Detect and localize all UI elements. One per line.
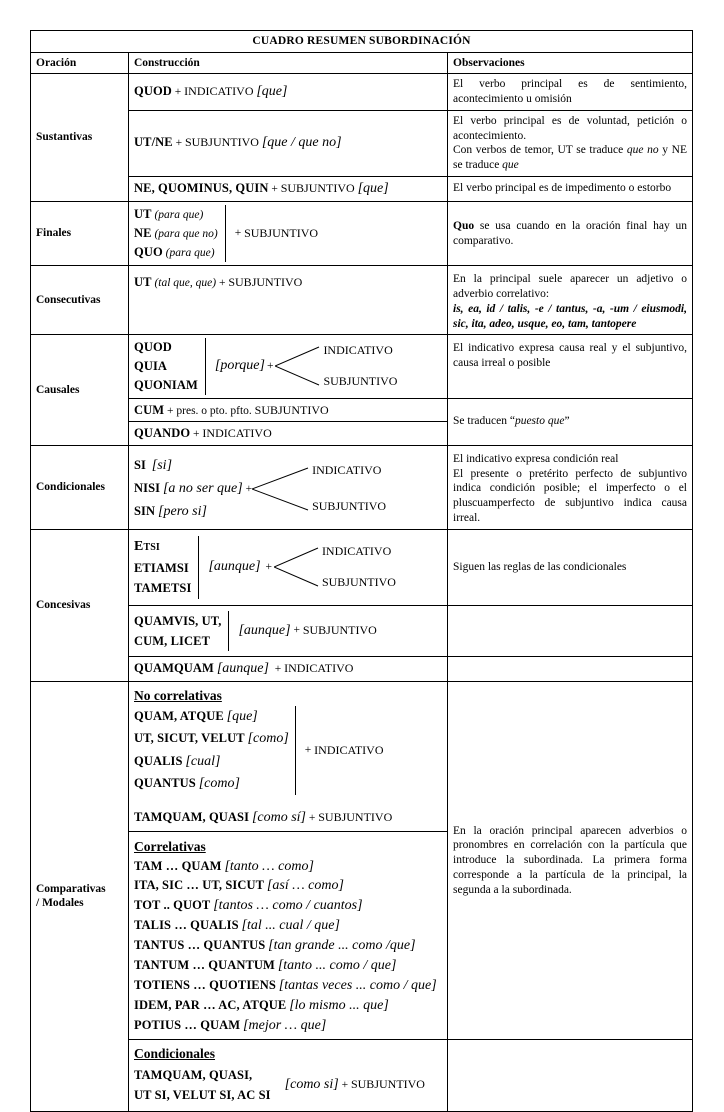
construction-sustantivas-1 xyxy=(129,74,448,110)
mood-group xyxy=(226,226,318,241)
particle: QUAM, ATQUE xyxy=(134,708,224,723)
table-row-sustantivas-2 xyxy=(31,110,693,176)
particle: ETIAMSI xyxy=(134,561,189,576)
gloss: [tanto … como] xyxy=(224,858,314,874)
mood: INDICATIVO xyxy=(184,84,254,99)
mood-group xyxy=(296,743,384,758)
particle: SIN xyxy=(134,504,156,519)
construction-causales-3 xyxy=(129,422,448,446)
category-consecutivas: Consecutivas xyxy=(31,266,129,335)
particle: TAMETSI xyxy=(134,581,192,596)
gloss: [aunque] xyxy=(238,622,291,638)
obs-line: El indicativo expresa condición real xyxy=(453,452,619,465)
table-row-comparativas-3 xyxy=(31,1040,693,1112)
gloss: [como sí] xyxy=(251,810,306,826)
observation-concesivas-1: Siguen las reglas de las condicionales xyxy=(448,529,693,605)
particle: UT, SICUT, VELUT xyxy=(134,731,245,746)
mood-labels xyxy=(320,544,396,590)
particle-list xyxy=(134,536,199,599)
plus-sign: + xyxy=(175,137,183,150)
list-item xyxy=(134,996,442,1016)
gloss: [aunque] xyxy=(216,660,269,676)
table-row-causales-1 xyxy=(31,335,693,398)
particle-list xyxy=(134,205,226,263)
gloss: [lo mismo ... que] xyxy=(289,997,389,1013)
construction-sustantivas-2 xyxy=(129,110,448,176)
mood: SUBJUNTIVO xyxy=(244,225,319,240)
mood: SUBJUNTIVO xyxy=(184,135,259,150)
category-sustantivas: Sustantivas xyxy=(31,74,129,201)
gloss: [así … como] xyxy=(266,878,344,894)
construction-causales-2 xyxy=(129,398,448,422)
particle: TALIS … QUALIS xyxy=(134,918,239,933)
gloss: [como si] xyxy=(284,1076,339,1092)
observation-finales xyxy=(448,201,693,266)
obs-italic: que xyxy=(502,159,519,172)
plus-sign: + xyxy=(274,662,282,675)
obs-line: El presente o pretérito perfecto de subjuntivo indica condición posible; el imperfecto o el pluscuamperfecto de subjuntivo indica causa irreal. xyxy=(453,467,688,524)
branch-lines-icon xyxy=(275,343,321,389)
mood-indicativo: INDICATIVO xyxy=(321,544,392,559)
gloss: [mejor … que] xyxy=(243,1017,327,1033)
plus-sign: + xyxy=(271,182,278,195)
plus-sign: + xyxy=(174,86,182,99)
list-item xyxy=(134,857,442,877)
mood-subjuntivo: SUBJUNTIVO xyxy=(323,374,398,389)
gloss: (para que) xyxy=(154,208,204,221)
particle: QUALIS xyxy=(134,753,183,768)
construction-consecutivas xyxy=(129,266,448,335)
mood-group xyxy=(229,622,376,640)
mood-branch xyxy=(206,343,398,389)
particle: QUOD xyxy=(134,84,172,99)
subheading-condicionales: Condicionales xyxy=(134,1046,216,1062)
construction-condicionales xyxy=(129,445,448,529)
gloss: (para que no) xyxy=(154,227,218,240)
mood: INDICATIVO xyxy=(314,743,384,757)
gloss: [tal ... cual / que] xyxy=(241,918,340,934)
category-concesivas: Concesivas xyxy=(31,529,129,681)
mood: SUBJUNTIVO xyxy=(318,810,393,825)
table-row-finales xyxy=(31,201,693,266)
plus-sign: + xyxy=(341,1078,349,1091)
mood: INDICATIVO xyxy=(202,426,272,441)
list-item xyxy=(134,936,442,956)
gloss: [que] xyxy=(357,180,389,196)
particle-line xyxy=(134,243,218,262)
obs-line-italic: is, ea, id / talis, -e / tantus, -a, -um / eiusmodi, sic, ita, adeo, usque, eo, tam, tantopere xyxy=(453,302,688,330)
subordination-summary-table xyxy=(30,30,693,1112)
plus-sign: + xyxy=(304,744,312,757)
observation-causales-1: El indicativo expresa causa real y el subjuntivo, causa irreal o posible xyxy=(448,335,693,398)
particle: QUAMVIS, UT, xyxy=(134,613,222,628)
obs-bold: Quo xyxy=(453,219,475,232)
construction-finales xyxy=(129,201,448,266)
category-causales: Causales xyxy=(31,335,129,446)
observation-comparativas-condicionales xyxy=(448,1040,693,1112)
gloss: [pero si] xyxy=(158,504,207,520)
mood: SUBJUNTIVO xyxy=(302,623,377,638)
particle: IDEM, PAR … AC, ATQUE xyxy=(134,997,287,1012)
plus-sign: + xyxy=(245,483,253,496)
table-row-comparativas-1 xyxy=(31,681,693,832)
obs-italic: que no xyxy=(626,144,659,157)
gloss: [tanto ... como / que] xyxy=(277,957,397,973)
header-observaciones: Observaciones xyxy=(448,52,693,74)
particle: TOT .. QUOT xyxy=(134,898,211,913)
particle: QUANDO xyxy=(134,426,191,441)
list-item xyxy=(134,916,442,936)
mood: INDICATIVO xyxy=(284,660,354,675)
obs-line xyxy=(453,143,687,172)
table-row-sustantivas-3 xyxy=(31,176,693,201)
particle-list xyxy=(134,454,252,523)
mood-labels xyxy=(321,343,397,389)
table-row-condicionales xyxy=(31,445,693,529)
gloss: [como] xyxy=(198,776,240,792)
particle: TOTIENS … QUOTIENS xyxy=(134,977,276,992)
plus-sign: + xyxy=(234,227,242,240)
text: + pres. o pto. pfto. xyxy=(167,404,252,417)
gloss: [a no ser que] xyxy=(162,481,243,497)
particle-line xyxy=(134,205,218,224)
gloss: (tal que, que) xyxy=(154,277,217,290)
plus-sign: + xyxy=(293,624,300,637)
gloss: [tantos … como / cuantos] xyxy=(213,898,363,914)
gloss: (para que) xyxy=(165,247,215,260)
gloss: [que] xyxy=(226,708,258,724)
particle-list xyxy=(134,611,229,651)
list-item xyxy=(134,728,289,750)
mood-subjuntivo: SUBJUNTIVO xyxy=(321,574,396,589)
particle-line xyxy=(134,454,252,477)
obs-text: ” xyxy=(564,415,570,428)
mood-labels xyxy=(310,463,386,515)
observation-sustantivas-2 xyxy=(448,110,693,176)
particle: QUOD xyxy=(134,340,172,355)
particle-branch xyxy=(134,454,442,523)
observation-concesivas-2 xyxy=(448,605,693,656)
particle: TANTUM … QUANTUM xyxy=(134,957,275,972)
mood-indicativo: INDICATIVO xyxy=(312,462,382,477)
construction-sustantivas-3 xyxy=(129,176,448,201)
particle-list xyxy=(134,1065,281,1106)
category-comparativas xyxy=(31,681,129,1112)
observation-sustantivas-1: El verbo principal es de sentimiento, acontecimiento u omisión xyxy=(448,74,693,110)
particle: QUO xyxy=(134,245,163,260)
gloss: [aunque] xyxy=(208,559,261,575)
obs-text: y NE se traduce xyxy=(453,144,688,172)
mood-group xyxy=(281,1076,425,1094)
plus-sign: + xyxy=(266,360,274,373)
particle: NE, QUOMINUS, QUIN xyxy=(134,180,269,195)
mood-branch xyxy=(199,544,396,590)
list-item xyxy=(134,876,442,896)
particle-group xyxy=(134,611,442,651)
category-condicionales: Condicionales xyxy=(31,445,129,529)
construction-causales-1 xyxy=(129,335,448,398)
obs-text: Se traducen “ xyxy=(453,415,515,428)
header-oracion: Oración xyxy=(31,52,129,74)
header-construccion: Construcción xyxy=(129,52,448,74)
list-item xyxy=(134,706,289,728)
subheading-no-correlativas: No correlativas xyxy=(134,687,222,703)
particle: POTIUS … QUAM xyxy=(134,1017,241,1032)
mood-subjuntivo: SUBJUNTIVO xyxy=(312,499,387,514)
particle: QUAMQUAM xyxy=(134,660,214,675)
particle: UT SI, VELUT SI, AC SI xyxy=(134,1087,271,1102)
particle: SI xyxy=(134,457,147,472)
observation-causales-2 xyxy=(448,398,693,445)
gloss: [si] xyxy=(151,457,173,473)
obs-italic: puesto que xyxy=(514,415,565,428)
observation-condicionales xyxy=(448,445,693,529)
observation-comparativas: En la oración principal aparecen adverbios o pronombres en correlación con la partícula que introduce la subordinada. La primera forma corresponde a la partícula de la principal, la segunda a la subordinada. xyxy=(448,681,693,1040)
branch-lines-icon xyxy=(274,544,320,590)
particle-list xyxy=(134,706,296,796)
mood-indicativo: INDICATIVO xyxy=(323,343,393,358)
observation-sustantivas-3: El verbo principal es de impedimento o estorbo xyxy=(448,176,693,201)
particle: CUM, LICET xyxy=(134,633,211,648)
list-item xyxy=(134,1016,442,1036)
list-item xyxy=(134,773,289,795)
gloss: [como] xyxy=(247,731,289,747)
particle: Etsi xyxy=(134,538,160,554)
obs-text: se usa cuando en la oración final hay un comparativo. xyxy=(453,219,688,247)
particle: UT xyxy=(134,206,152,221)
particle: CUM xyxy=(134,402,165,417)
particle: TANTUS … QUANTUS xyxy=(134,938,266,953)
particle: QUANTUS xyxy=(134,776,196,791)
particle-line xyxy=(134,500,252,523)
gloss: [que] xyxy=(256,84,288,100)
gloss: [porque] xyxy=(214,358,265,374)
gloss: [que / que no] xyxy=(261,135,342,151)
table-row-concesivas-1 xyxy=(31,529,693,605)
category-line-1: Comparativas xyxy=(36,882,106,895)
plus-sign: + xyxy=(218,277,226,290)
gloss: [tan grande ... como /que] xyxy=(268,938,416,954)
particle: ITA, SIC … UT, SICUT xyxy=(134,878,265,893)
table-row-causales-2 xyxy=(31,398,693,422)
list-item xyxy=(134,976,442,996)
plus-sign: + xyxy=(193,428,200,441)
mood: SUBJUNTIVO xyxy=(228,275,303,290)
obs-line: En la principal suele aparecer un adjetivo o adverbio correlativo: xyxy=(453,273,688,301)
construction-concesivas-2 xyxy=(129,605,448,656)
particle: UT xyxy=(134,275,152,290)
branch-lines-icon xyxy=(252,463,310,515)
table-row-sustantivas-1 xyxy=(31,74,693,110)
category-line-2: / Modales xyxy=(36,897,84,910)
construction-concesivas-3 xyxy=(129,656,448,681)
construction-correlativas xyxy=(129,832,448,1040)
particle-group xyxy=(134,1065,442,1106)
category-finales: Finales xyxy=(31,201,129,266)
page-title: CUADRO RESUMEN SUBORDINACIÓN xyxy=(31,31,693,53)
particle-line xyxy=(134,477,252,500)
gloss: [tantas veces ... como / que] xyxy=(278,977,437,993)
plus-sign: + xyxy=(265,560,272,573)
list-item xyxy=(134,956,442,976)
particle: NE xyxy=(134,225,152,240)
list-item xyxy=(134,751,289,773)
subheading-correlativas: Correlativas xyxy=(134,839,206,855)
construction-comparativas-condicionales xyxy=(129,1040,448,1112)
observation-concesivas-3 xyxy=(448,656,693,681)
mood: SUBJUNTIVO xyxy=(280,180,355,195)
table-row-concesivas-2 xyxy=(31,605,693,656)
no-correlativas-extra xyxy=(134,809,442,827)
header-row xyxy=(31,52,693,74)
gloss: [cual] xyxy=(185,753,221,769)
obs-line: El verbo principal es de voluntad, petición o acontecimiento. xyxy=(453,114,688,142)
particle: UT/NE xyxy=(134,135,173,150)
title-row xyxy=(31,31,693,53)
plus-sign: + xyxy=(308,812,316,825)
mood: SUBJUNTIVO xyxy=(254,402,329,417)
construction-no-correlativas xyxy=(129,681,448,832)
particle: QUONIAM xyxy=(134,377,198,392)
particle-group xyxy=(134,338,442,394)
table-row-consecutivas xyxy=(31,266,693,335)
observation-consecutivas xyxy=(448,266,693,335)
particle-line xyxy=(134,224,218,243)
particle-group xyxy=(134,205,442,263)
list-item xyxy=(134,896,442,916)
particle-list xyxy=(134,338,206,394)
particle: TAM … QUAM xyxy=(134,858,222,873)
mood: SUBJUNTIVO xyxy=(350,1077,425,1092)
particle-group xyxy=(134,706,442,796)
particle: QUIA xyxy=(134,359,168,374)
obs-text: Con verbos de temor, UT se traduce xyxy=(453,144,627,157)
table-row-concesivas-3 xyxy=(31,656,693,681)
particle: TAMQUAM, QUASI xyxy=(134,810,250,825)
particle: NISI xyxy=(134,481,161,496)
particle: TAMQUAM, QUASI, xyxy=(134,1067,253,1082)
particle-group xyxy=(134,536,442,599)
construction-concesivas-1 xyxy=(129,529,448,605)
